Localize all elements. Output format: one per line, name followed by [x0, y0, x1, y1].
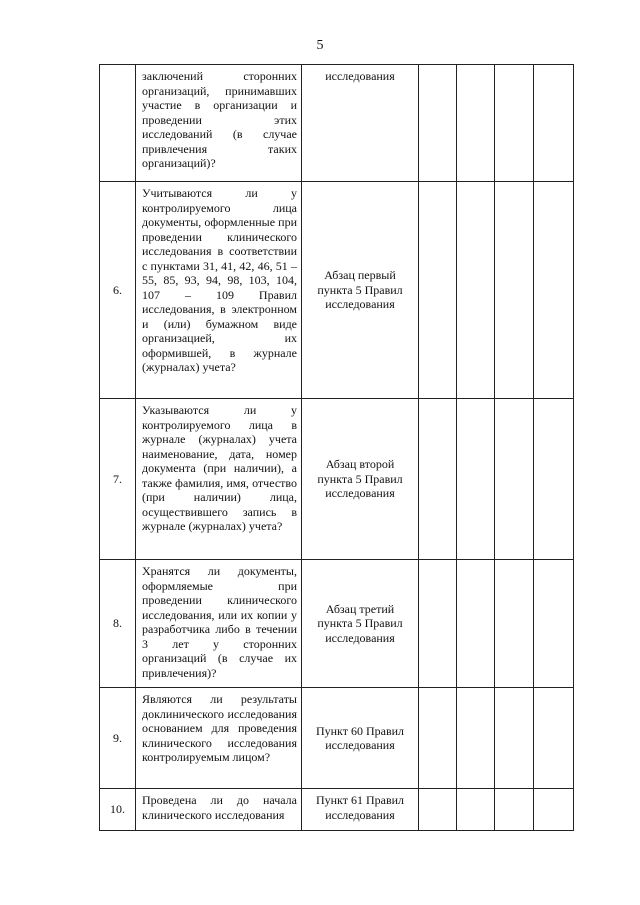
- comment-cell[interactable]: [534, 560, 574, 688]
- reference-text: Абзац третий пункта 5 Правил исследования: [317, 601, 403, 645]
- row-number: 6.: [100, 182, 136, 399]
- question-text: Проведена ли до начала клинического исследования: [142, 793, 297, 822]
- row-number: 9.: [100, 688, 136, 789]
- answer-yes-cell[interactable]: [419, 65, 457, 182]
- answer-no-cell[interactable]: [457, 789, 495, 831]
- comment-cell[interactable]: [534, 182, 574, 399]
- answer-yes-cell[interactable]: [419, 399, 457, 560]
- question-text: Хранятся ли документы, оформляемые при проведении клинического исследования, или их копии у разработчика либо в течении 3 лет у сторонних организаций (в случае их привлечения)?: [142, 564, 297, 680]
- reference-cell: [302, 789, 419, 831]
- comment-cell[interactable]: [534, 789, 574, 831]
- answer-na-cell[interactable]: [495, 560, 534, 688]
- question-cell: [136, 182, 302, 399]
- answer-na-cell[interactable]: [495, 182, 534, 399]
- comment-cell[interactable]: [534, 65, 574, 182]
- row-number: 7.: [100, 399, 136, 560]
- question-text: заключений сторонних организаций, принимавших участие в организации и проведении этих исследований (в случае привлечения таких организаций)?: [142, 69, 297, 170]
- reference-text: исследования: [325, 69, 395, 83]
- answer-na-cell[interactable]: [495, 789, 534, 831]
- answer-no-cell[interactable]: [457, 65, 495, 182]
- answer-yes-cell[interactable]: [419, 789, 457, 831]
- question-text: Указываются ли у контролируемого лица в журнале (журналах) учета наименование, дата, номер документа (при наличии), а также фамилия, имя, отчество (при наличии) лица, осуществившего запись в журнале (журналах) учета?: [142, 403, 297, 533]
- reference-text: Пункт 61 Правил исследования: [315, 793, 405, 822]
- answer-yes-cell[interactable]: [419, 182, 457, 399]
- question-text: Являются ли результаты доклинического исследования основанием для проведения клинического исследования контролируемым лицом?: [142, 692, 297, 764]
- answer-no-cell[interactable]: [457, 688, 495, 789]
- row-number: 8.: [100, 560, 136, 688]
- question-text: Учитываются ли у контролируемого лица документы, оформленные при проведении клинического исследования в соответствии с пунктами 31, 41, 42, 46, 51 – 55, 85, 93, 94, 98, 103, 104, 107 – 109 Правил исследования, в электронном и (или) бумажном виде организацией, их оформившей, в журнале (журналах) учета?: [142, 186, 297, 374]
- table-row: [100, 65, 574, 182]
- page-number: 5: [316, 38, 324, 53]
- table-row: [100, 399, 574, 560]
- question-cell: [136, 560, 302, 688]
- table-row: [100, 182, 574, 399]
- reference-cell: [302, 560, 419, 688]
- reference-text: Абзац первый пункта 5 Правил исследования: [317, 268, 403, 312]
- reference-text: Пункт 60 Правил исследования: [315, 723, 405, 752]
- answer-yes-cell[interactable]: [419, 560, 457, 688]
- answer-na-cell[interactable]: [495, 65, 534, 182]
- reference-text: Абзац второй пункта 5 Правил исследования: [317, 457, 403, 501]
- table-row: [100, 789, 574, 831]
- answer-yes-cell[interactable]: [419, 688, 457, 789]
- answer-na-cell[interactable]: [495, 399, 534, 560]
- table-row: [100, 688, 574, 789]
- reference-cell: [302, 688, 419, 789]
- table-row: [100, 560, 574, 688]
- reference-cell: [302, 182, 419, 399]
- answer-no-cell[interactable]: [457, 560, 495, 688]
- reference-cell: [302, 65, 419, 182]
- question-cell: [136, 399, 302, 560]
- answer-no-cell[interactable]: [457, 182, 495, 399]
- answer-no-cell[interactable]: [457, 399, 495, 560]
- row-number: [100, 65, 136, 182]
- comment-cell[interactable]: [534, 399, 574, 560]
- checklist-table: [99, 64, 574, 831]
- question-cell: [136, 789, 302, 831]
- reference-cell: [302, 399, 419, 560]
- row-number: 10.: [100, 789, 136, 831]
- question-cell: [136, 65, 302, 182]
- answer-na-cell[interactable]: [495, 688, 534, 789]
- comment-cell[interactable]: [534, 688, 574, 789]
- question-cell: [136, 688, 302, 789]
